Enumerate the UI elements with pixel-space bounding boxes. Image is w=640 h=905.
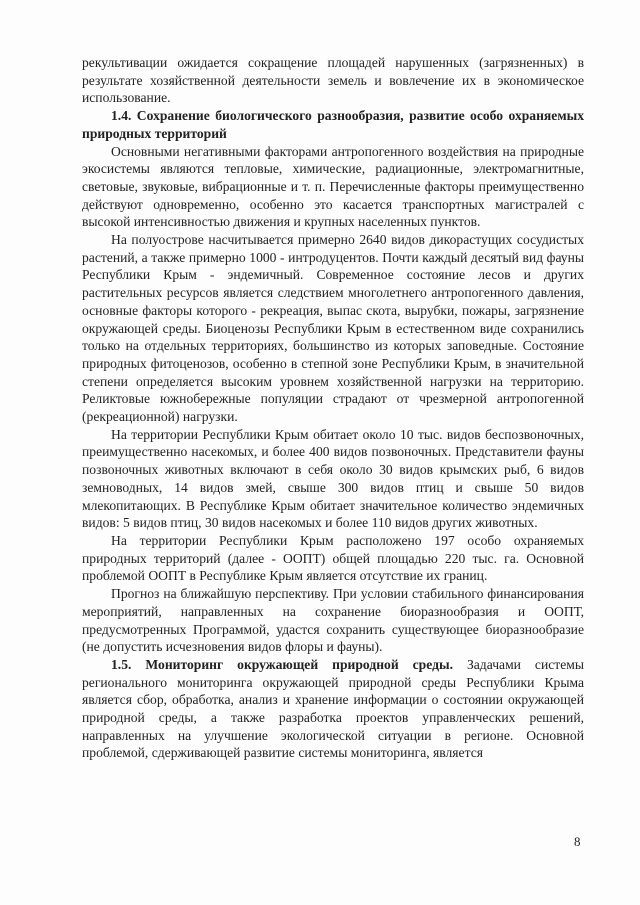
paragraph: Основными негативными факторами антропогенного воздействия на природные экосистемы являются тепловые, химические, радиационные, электромагнитные, световые, звуковые, вибрационные и т. п. Перечисленные факторы преимущественно действуют одновременно, особенно это касается транспортных магистралей с высокой интенсивностью движения и крупных населенных пунктов. bbox=[82, 143, 584, 230]
page-body bbox=[82, 54, 584, 762]
paragraph: На территории Республики Крым расположено 197 особо охраняемых природных территорий (далее - ООПТ) общей площадью 220 тыс. га. Основной проблемой ООПТ в Республике Крым является отсутствие их границ. bbox=[82, 532, 584, 584]
page-number: 8 bbox=[574, 834, 581, 849]
paragraph: На территории Республики Крым обитает около 10 тыс. видов беспозвоночных, преимущественно насекомых, и более 400 видов позвоночных. Представители фауны позвоночных животных включают в себя около 30 видов крымских рыб, 6 видов земноводных, 14 видов змей, свыше 300 видов птиц и свыше 50 видов млекопитающих. В Республике Крым обитает значительное количество эндемичных видов: 5 видов птиц, 30 видов насекомых и более 110 видов других животных. bbox=[82, 426, 584, 531]
paragraph: На полуострове насчитывается примерно 2640 видов дикорастущих сосудистых растений, а также примерно 1000 - интродуцентов. Почти каждый десятый вид фауны Республики Крым - эндемичный. Современное состояние лесов и других растительных ресурсов является следствием многолетнего антропогенного давления, основные факторы которого - рекреация, выпас скота, вырубки, пожары, загрязнение окружающей среды. Биоценозы Республики Крым в естественном виде сохранились только на отдельных территориях, большинство из которых заповедные. Состояние природных фитоценозов, особенно в степной зоне Республики Крым, в значительной степени определяется высоким уровнем хозяйственной нагрузки на территорию. Реликтовые южнобережные популяции страдают от чрезмерной антропогенной (рекреационной) нагрузки. bbox=[82, 232, 584, 425]
continuation-paragraph: рекультивации ожидается сокращение площадей нарушенных (загрязненных) в результате хозяйственной деятельности земель и вовлечение их в экономическое использование. bbox=[82, 55, 584, 106]
section-1-5-text: Задачами системы регионального мониторинга окружающей природной среды Республики Крыма является сбор, обработка, анализ и хранение информации о состоянии окружающей природной среды, а также разработка проектов управленческих решений, направленных на улучшение экологической ситуации в регионе. Основной проблемой, сдерживающей развитие системы мониторинга, является bbox=[82, 656, 584, 761]
section-1-5-paragraph bbox=[82, 656, 584, 762]
paragraph: Прогноз на ближайшую перспективу. При условии стабильного финансирования мероприятий, направленных на сохранение биоразнообразия и ООПТ, предусмотренных Программой, удастся сохранить существующее биоразнообразие (не допустить исчезновения видов флоры и фауны). bbox=[82, 586, 584, 655]
section-heading-1-4: 1.4. Сохранение биологического разнообразия, развитие особо охраняемых природных территорий bbox=[82, 108, 584, 141]
section-heading-1-5: 1.5. Мониторинг окружающей природной среды. bbox=[111, 656, 453, 672]
